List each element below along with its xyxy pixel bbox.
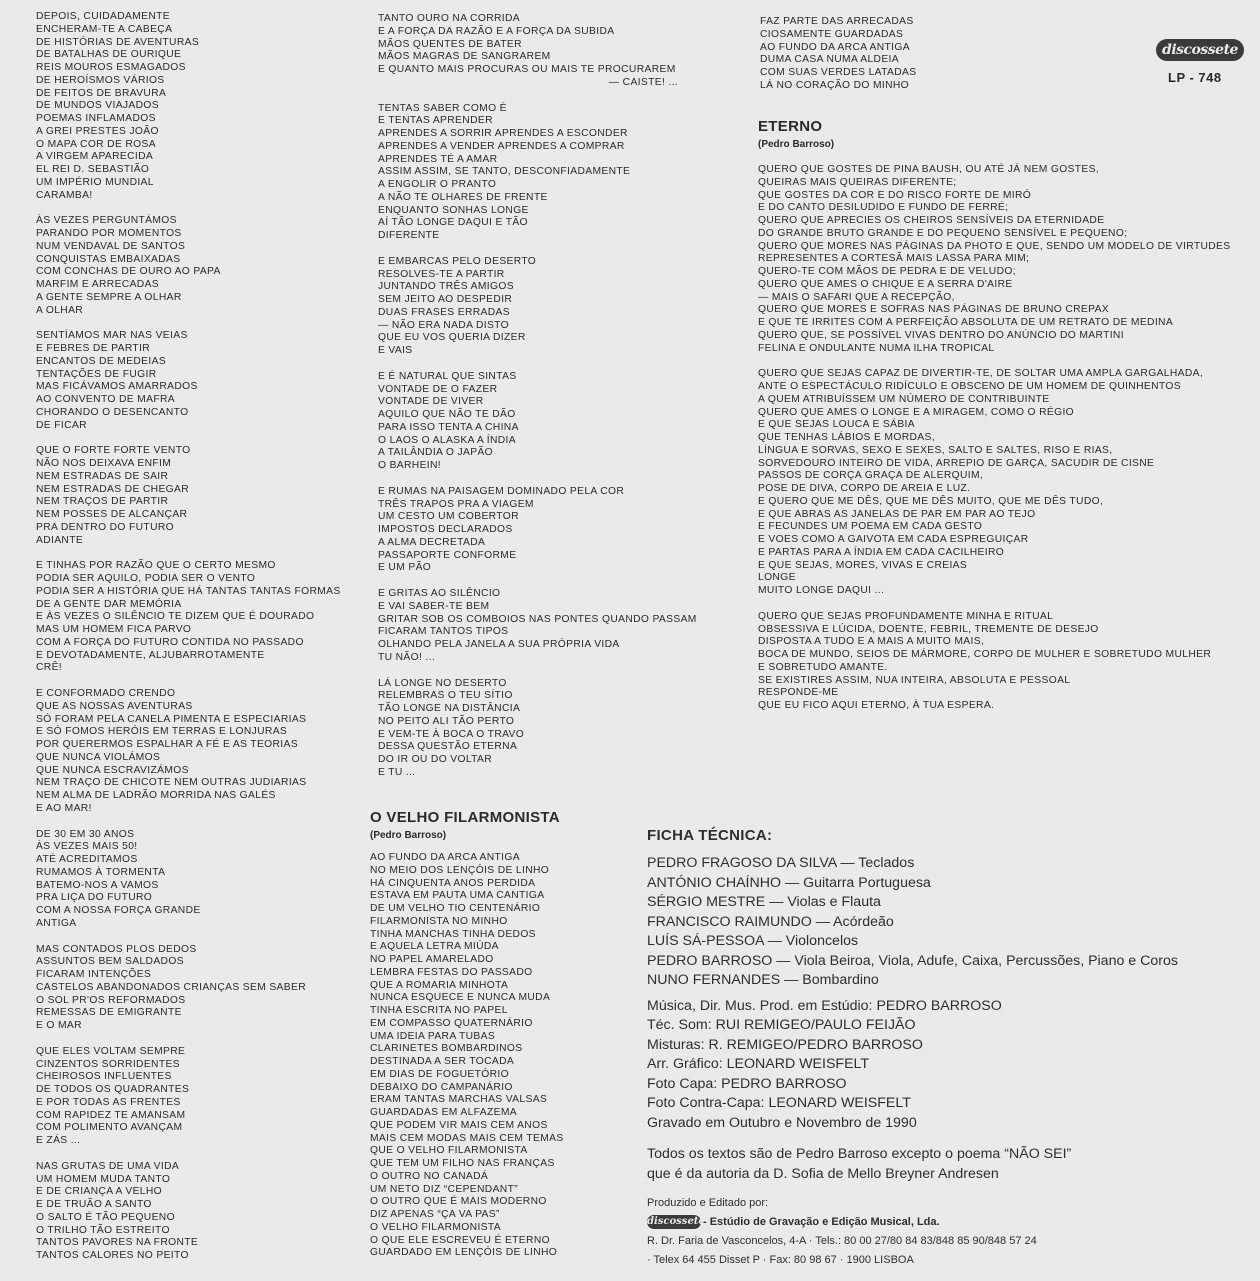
musician-row bbox=[647, 854, 1178, 874]
lyric-line: QUE EU FICO AQUI ETERNO, À TUA ESPERA. bbox=[758, 700, 995, 711]
lyric-line: E VAI SABER-TE BEM bbox=[378, 600, 490, 612]
lyric-line: AO FUNDO DA ARCA ANTIGA bbox=[370, 852, 520, 863]
lyric-line: GRITAR SOB OS COMBOIOS NAS PONTES QUANDO PASSAM bbox=[378, 613, 697, 625]
lyric-line: REIS MOUROS ESMAGADOS bbox=[36, 62, 186, 73]
lyric-line: DE FEITOS DE BRAVURA bbox=[36, 87, 167, 99]
lyric-line: FICARAM TANTOS TIPOS bbox=[378, 626, 509, 638]
lyric-line: NÃO NOS DEIXAVA ENFIM bbox=[36, 458, 172, 469]
lyric-line: SÓ FORAM PELA CANELA PIMENTA E ESPECIARIAS bbox=[36, 713, 307, 725]
lyric-line: DE A GENTE DAR MEMÓRIA bbox=[36, 598, 182, 610]
lyric-line: E TU ... bbox=[378, 766, 416, 778]
lyric-line: ESTAVA EM PAUTA UMA CANTIGA bbox=[370, 890, 545, 902]
lyric-line: QUERO QUE SEJAS CAPAZ DE DIVERTIR-TE, DE SOLTAR UMA AMPLA GARGALHADA, bbox=[758, 368, 1204, 380]
song-author-velho: (Pedro Barroso) bbox=[370, 830, 447, 841]
lyric-line: NO PAPEL AMARELADO bbox=[370, 954, 494, 965]
credit-line: Arr. Gráfico: LEONARD WEISFELT bbox=[647, 1056, 870, 1072]
lyric-line: E QUE TE IRRITES COM A PERFEIÇÃO ABSOLUTA DE UM RETRATO DE MEDINA bbox=[758, 317, 1174, 328]
credit-line: Foto Contra-Capa: LEONARD WEISFELT bbox=[647, 1095, 911, 1111]
lyric-line: E TINHAS POR RAZÃO QUE O CERTO MESMO bbox=[36, 560, 276, 572]
lyric-line: O LAOS O ALASKA A ÍNDIA bbox=[378, 434, 516, 446]
lyric-line: O OUTRO QUE É MAIS MODERNO bbox=[370, 1196, 547, 1208]
lyric-line: MÃOS MAGRAS DE SANGRAREM bbox=[378, 51, 551, 63]
discossete-logo: discossete bbox=[1156, 39, 1244, 61]
lyric-line: QUE TEM UM FILHO NAS FRANÇAS bbox=[370, 1158, 555, 1169]
lyric-line: DUAS FRASES ERRADAS bbox=[378, 306, 510, 318]
lyric-line: E UM PÃO bbox=[378, 562, 432, 574]
lyric-line: O MAPA COR DE ROSA bbox=[36, 138, 156, 150]
studio-line bbox=[647, 1213, 1178, 1232]
lyric-line: TINHA ESCRITA NO PAPEL bbox=[370, 1005, 508, 1016]
musician-row bbox=[647, 893, 1178, 913]
lyric-line: OLHANDO PELA JANELA A SUA PRÓPRIA VIDA bbox=[378, 639, 620, 650]
lyric-line: A GENTE SEMPRE A OLHAR bbox=[36, 291, 182, 303]
lyric-line: QUE EU VOS QUERIA DIZER bbox=[378, 332, 526, 344]
lyric-line: O QUE ELE ESCREVEU É ETERNO bbox=[370, 1234, 550, 1246]
lyric-line: EM DIAS DE FOGUETÓRIO bbox=[370, 1068, 509, 1080]
lyric-line: CONQUISTAS EMBAIXADAS bbox=[36, 253, 181, 265]
lyric-line: PARANDO POR MOMENTOS bbox=[36, 228, 182, 239]
lyric-line: POR QUERERMOS ESPALHAR A FÉ E AS TEORIAS bbox=[36, 739, 298, 750]
lyric-line: TENTAS SABER COMO É bbox=[378, 102, 507, 114]
musician-row bbox=[647, 932, 1178, 952]
musician-name: NUNO FERNANDES bbox=[647, 972, 781, 988]
lyric-line: E POR TODAS AS FRENTES bbox=[36, 1096, 181, 1108]
lyric-line: DIFERENTE bbox=[378, 230, 440, 241]
lyric-line: GUARDADAS EM ALFAZEMA bbox=[370, 1107, 517, 1118]
authorship-note bbox=[647, 1145, 1178, 1184]
lyric-line: NEM POSSES DE ALCANÇAR bbox=[36, 509, 188, 520]
lyric-line: ADIANTE bbox=[36, 534, 84, 546]
production-info bbox=[647, 1194, 1178, 1270]
lyric-line: O SALTO É TÃO PEQUENO bbox=[36, 1211, 175, 1223]
lyric-line: RUMAMOS À TORMENTA bbox=[36, 866, 166, 878]
lyric-line: A ENGOLIR O PRANTO bbox=[378, 179, 497, 190]
lyric-line: O TRILHO TÃO ESTREITO bbox=[36, 1224, 170, 1236]
song-title-eterno: ETERNO bbox=[758, 118, 823, 135]
stanza bbox=[758, 611, 1230, 713]
stanza bbox=[758, 368, 1230, 598]
lyric-line: UM NETO DIZ “CEPENDANT” bbox=[370, 1183, 519, 1195]
lyric-line: ENQUANTO SONHAS LONGE bbox=[378, 204, 529, 216]
lyric-line: QUE NUNCA VIOLÁMOS bbox=[36, 751, 161, 763]
lyric-line: FILARMONISTA NO MINHO bbox=[370, 915, 508, 927]
lyric-line: NUM VENDAVAL DE SANTOS bbox=[36, 240, 186, 252]
lyric-line: NEM TRAÇO DE CHICOTE NEM OUTRAS JUDIARIAS bbox=[36, 777, 307, 789]
lyric-line: E DE TRUÃO A SANTO bbox=[36, 1199, 152, 1210]
stanza bbox=[36, 560, 341, 675]
stanza bbox=[36, 688, 341, 816]
lyric-line: DUMA CASA NUMA ALDEIA bbox=[760, 54, 899, 66]
lyric-line: MÃOS QUENTES DE BATER bbox=[378, 38, 522, 50]
note-line: que é da autoria da D. Sofia de Mello Breyner Andresen bbox=[647, 1165, 999, 1182]
stanza bbox=[36, 215, 341, 317]
lyric-line: POEMAS INFLAMADOS bbox=[36, 113, 156, 124]
lyric-line: PRA DENTRO DO FUTURO bbox=[36, 521, 175, 533]
lyric-line: ENCANTOS DE MEDEIAS bbox=[36, 355, 167, 367]
lyric-line: PRA LIÇA DO FUTURO bbox=[36, 892, 153, 904]
lyric-line: ÀS VEZES MAIS 50! bbox=[36, 841, 138, 853]
discossete-small-logo: discossete bbox=[647, 1216, 705, 1228]
lyric-line: DEBAIXO DO CAMPANÁRIO bbox=[370, 1081, 513, 1093]
lyric-line: A VIRGEM APARECIDA bbox=[36, 151, 154, 163]
lyric-line: E RUMAS NA PAISAGEM DOMINADO PELA COR bbox=[378, 485, 625, 497]
lyric-line: O SOL PR'OS REFORMADOS bbox=[36, 994, 186, 1006]
lyric-line: ERAM TANTAS MARCHAS VALSAS bbox=[370, 1094, 548, 1106]
lyric-line: PODIA SER A HISTÓRIA QUE HÁ TANTAS TANTAS FORMAS bbox=[36, 585, 341, 597]
lyric-line: RESOLVES-TE A PARTIR bbox=[378, 268, 505, 280]
lyric-line: A OLHAR bbox=[36, 304, 84, 316]
lyric-line: AO FUNDO DA ARCA ANTIGA bbox=[760, 41, 910, 53]
lyric-line: UMA IDEIA PARA TUBAS bbox=[370, 1030, 496, 1042]
lyric-line: RELEMBRAS O TEU SÍTIO bbox=[378, 690, 513, 702]
produced-by: Produzido e Editado por: bbox=[647, 1197, 769, 1209]
lyric-line: QUEIRAS MAIS QUEIRAS DIFERENTE; bbox=[758, 176, 957, 188]
lyric-line: SORVEDOURO INTEIRO DE VIDA, ARREPIO DE GARÇA, SACUDIR DE CISNE bbox=[758, 457, 1155, 469]
lyric-line: E A FORÇA DA RAZÃO E A FORÇA DA SUBIDA bbox=[378, 25, 615, 37]
lyric-line: PASSAPORTE CONFORME bbox=[378, 549, 517, 561]
lyric-line: NEM ESTRADAS DE SAIR bbox=[36, 470, 169, 482]
credit-line: Música, Dir. Mus. Prod. em Estúdio: PEDRO BARROSO bbox=[647, 997, 1002, 1014]
lyric-line: DE HISTÓRIAS DE AVENTURAS bbox=[36, 36, 200, 48]
musician-role: — Violas e Flauta bbox=[765, 894, 881, 910]
credit-line: Gravado em Outubro e Novembro de 1990 bbox=[647, 1114, 917, 1131]
lyric-line: UM CESTO UM COBERTOR bbox=[378, 511, 519, 523]
lyric-line: COM CONCHAS DE OURO AO PAPA bbox=[36, 266, 221, 278]
stanza bbox=[378, 256, 678, 358]
lyric-line: CHEIROSOS INFLUENTES bbox=[36, 1071, 172, 1083]
lyric-line: MAS CONTADOS PLOS DEDOS bbox=[36, 943, 197, 955]
lyric-line: E AO MAR! bbox=[36, 802, 92, 814]
lyric-line: QUERO QUE GOSTES DE PINA BAUSH, OU ATÉ JÁ NEM GOSTES, bbox=[758, 164, 1100, 175]
lyric-line: — NÃO ERA NADA DISTO bbox=[378, 319, 509, 331]
lyric-line: MARFIM E ARRECADAS bbox=[36, 279, 160, 290]
lyric-line: OBSESSIVA E LÚCIDA, DOENTE, FEBRIL, TREMENTE DE DESEJO bbox=[758, 623, 1099, 635]
lyric-line: LONGE bbox=[758, 572, 796, 584]
lyric-line: LÁ LONGE NO DESERTO bbox=[378, 677, 507, 689]
song-author-eterno: (Pedro Barroso) bbox=[758, 139, 835, 150]
credit-line: Foto Capa: PEDRO BARROSO bbox=[647, 1075, 847, 1092]
lyric-line: — CAISTE! ... bbox=[608, 76, 678, 88]
lyric-line: QUERO QUE SEJAS PROFUNDAMENTE MINHA E RITUAL bbox=[758, 610, 1054, 622]
lyric-line: ANTE O ESPECTÁCULO RIDÍCULO E OBSCENO DE UM HOMEM DE QUINHENTOS bbox=[758, 381, 1181, 392]
lyrics-column-3-top bbox=[760, 16, 916, 93]
musician-row bbox=[647, 913, 1178, 933]
stanza bbox=[36, 944, 341, 1033]
lyric-line: REMESSAS DE EMIGRANTE bbox=[36, 1007, 182, 1019]
lyric-line: E DEVOTADAMENTE, ALJUBARROTAMENTE bbox=[36, 649, 265, 661]
lyric-line: AÍ TÃO LONGE DAQUI E TÃO bbox=[378, 217, 528, 229]
lyric-line: COM SUAS VERDES LATADAS bbox=[760, 67, 917, 78]
lyric-line: CINZENTOS SORRIDENTES bbox=[36, 1058, 180, 1070]
lyric-line: COM RAPIDEZ TE AMANSAM bbox=[36, 1109, 186, 1121]
lyric-line: EM COMPASSO QUATERNÁRIO bbox=[370, 1017, 533, 1029]
lyric-line: PASSOS DE CORÇA GRAÇA DE ALERQUIM, bbox=[758, 470, 984, 482]
stanza bbox=[378, 588, 697, 665]
lyric-line: DE MUNDOS VIAJADOS bbox=[36, 100, 160, 112]
velho-filarmonista-section bbox=[370, 809, 564, 1260]
lyric-line: ENCHERAM-TE A CABEÇA bbox=[36, 23, 173, 35]
lyric-line: QUERO QUE, SE POSSÍVEL VIVAS DENTRO DO ANÚNCIO DO MARTINI bbox=[758, 329, 1124, 341]
lyric-line: E TENTAS APRENDER bbox=[378, 115, 493, 127]
musician-name: LUÍS SÁ-PESSOA bbox=[647, 933, 764, 949]
musician-row bbox=[647, 971, 1178, 991]
musician-name: SÉRGIO MESTRE bbox=[647, 894, 766, 910]
lyric-line: CRÊ! bbox=[36, 662, 63, 674]
lyric-line: DE TODOS OS QUADRANTES bbox=[36, 1084, 190, 1095]
lyric-line: DIZ APENAS “ÇA VA PAS” bbox=[370, 1209, 500, 1220]
lyric-line: CHORANDO O DESENCANTO bbox=[36, 406, 189, 418]
lyric-line: E CONFORMADO CRENDO bbox=[36, 688, 176, 699]
eterno-lyrics bbox=[758, 164, 1230, 713]
lyrics-column-2 bbox=[378, 13, 697, 793]
lyric-line: LÁ NO CORAÇÃO DO MINHO bbox=[760, 79, 910, 91]
lyric-line: E SÓ FOMOS HERÓIS EM TERRAS E LONJURAS bbox=[36, 726, 288, 738]
lyric-line: NO MEIO DOS LENÇÓIS DE LINHO bbox=[370, 864, 550, 876]
lyric-line: E É NATURAL QUE SINTAS bbox=[378, 370, 517, 382]
lyric-line: TRÊS TRAPOS PRA A VIAGEM bbox=[378, 498, 534, 510]
lyric-line: TANTOS PAVORES NA FRONTE bbox=[36, 1237, 199, 1249]
lyric-line: PARA ISSO TENTA A CHINA bbox=[378, 421, 519, 433]
ficha-tecnica bbox=[647, 827, 1178, 1270]
stanza bbox=[378, 13, 678, 90]
lyric-line: SENTÍAMOS MAR NAS VEIAS bbox=[36, 330, 188, 342]
lyric-line: TU NÃO! ... bbox=[378, 651, 436, 663]
lyric-line: QUE TENHAS LÁBIOS E MORDAS, bbox=[758, 432, 935, 443]
lyric-line: A TAILÂNDIA O JAPÃO bbox=[378, 447, 493, 459]
lyric-line: DE FICAR bbox=[36, 419, 87, 431]
lyric-line: O OUTRO NO CANADÁ bbox=[370, 1170, 489, 1182]
lyric-line: PODIA SER AQUILO, PODIA SER O VENTO bbox=[36, 573, 256, 584]
lyric-line: E O MAR bbox=[36, 1020, 82, 1031]
lyric-line: NUNCA ESQUECE E NUNCA MUDA bbox=[370, 992, 551, 1004]
lyric-line: E VAIS bbox=[378, 345, 413, 356]
lyrics-column-1 bbox=[36, 11, 341, 1276]
lyric-line: DO IR OU DO VOLTAR bbox=[378, 754, 493, 765]
lyric-line: COM POLIMENTO AVANÇAM bbox=[36, 1122, 183, 1134]
stanza bbox=[36, 445, 341, 547]
lyric-line: QUERO QUE AMES O LONGE E A MIRAGEM, COMO O RÉGIO bbox=[758, 406, 1075, 418]
lyric-line: SE EXISTIRES ASSIM, NUA INTEIRA, ABSOLUTA E PESSOAL bbox=[758, 674, 1071, 686]
lyric-line: UM HOMEM MUDA TANTO bbox=[36, 1173, 171, 1185]
lyric-line: FELINA E ONDULANTE NUMA ILHA TROPICAL bbox=[758, 342, 995, 354]
lyric-line: POSE DE DIVA, CORPO DE AREIA E LUZ. bbox=[758, 483, 971, 494]
studio-name: - Estúdio de Gravação e Edição Musical, Lda. bbox=[703, 1216, 940, 1228]
lyric-line: E VEM-TE À BOCA O TRAVO bbox=[378, 728, 525, 740]
velho-lyrics bbox=[370, 852, 564, 1260]
lyric-line: NO PEITO ALI TÃO PERTO bbox=[378, 715, 515, 727]
musicians-list bbox=[647, 854, 1178, 991]
lyric-line: QUE O VELHO FILARMONISTA bbox=[370, 1145, 528, 1157]
eterno-section bbox=[758, 118, 1230, 726]
lyric-line: DISPOSTA A TUDO E A MAIS A MUITO MAIS, bbox=[758, 636, 985, 648]
lyric-line: NEM ALMA DE LADRÃO MORRIDA NAS GALÉS bbox=[36, 790, 276, 801]
lyric-line: VONTADE DE VIVER bbox=[378, 396, 484, 408]
address: R. Dr. Faria de Vasconcelos, 4-A · Tels.: 80 00 27/80 84 83/848 85 90/848 57 24 bbox=[647, 1235, 1037, 1247]
lyric-line: DEPOIS, CUIDADAMENTE bbox=[36, 11, 171, 22]
lyric-line: CLARINETES BOMBARDINOS bbox=[370, 1043, 523, 1055]
lyric-line: E QUE SEJAS, MORES, VIVAS E CREIAS bbox=[758, 559, 968, 571]
lyric-line: SEM JEITO AO DESPEDIR bbox=[378, 294, 513, 305]
stanza bbox=[36, 330, 341, 432]
musician-name: PEDRO BARROSO bbox=[647, 952, 773, 969]
lyric-line: E QUE ABRAS AS JANELAS DE PAR EM PAR AO TEJO bbox=[758, 508, 1036, 520]
lyric-line: E AQUELA LETRA MIÚDA bbox=[370, 941, 499, 953]
lyric-line: QUERO QUE MORES NAS PÁGINAS DA PHOTO E QUE, SENDO UM MODELO DE VIRTUDES bbox=[758, 240, 1231, 252]
lyric-line: E FEBRES DE PARTIR bbox=[36, 343, 151, 354]
lyric-line: A NÃO TE OLHARES DE FRENTE bbox=[378, 191, 548, 203]
lyric-line: QUE PODEM VIR MAIS CEM ANOS bbox=[370, 1119, 548, 1131]
lyric-line: ASSIM ASSIM, SE TANTO, DESCONFIADAMENTE bbox=[378, 166, 631, 178]
credit-line: Misturas: R. REMIGEO/PEDRO BARROSO bbox=[647, 1036, 923, 1053]
lyric-line: QUERO QUE APRECIES OS CHEIROS SENSÍVEIS DA ETERNIDADE bbox=[758, 215, 1105, 226]
lyric-line: CIOSAMENTE GUARDADAS bbox=[760, 28, 904, 40]
ficha-title: FICHA TÉCNICA: bbox=[647, 827, 773, 844]
lyric-line: E ZÁS ... bbox=[36, 1135, 81, 1146]
lyric-line: MUITO LONGE DAQUI ... bbox=[758, 585, 885, 596]
musician-role: — Bombardino bbox=[780, 972, 879, 988]
lyric-line: E DO CANTO DESILUDIDO E FUNDO DE FERRÉ; bbox=[758, 202, 1009, 214]
lyric-line: NEM TRAÇOS DE PARTIR bbox=[36, 496, 169, 508]
lyric-line: FAZ PARTE DAS ARRECADAS bbox=[760, 16, 914, 27]
lyric-line: TENTAÇÕES DE FUGIR bbox=[36, 368, 157, 380]
lyric-line: DE 30 EM 30 ANOS bbox=[36, 828, 135, 840]
lyric-line: BATEMO-NOS A VAMOS bbox=[36, 879, 159, 891]
lyric-line: E GRITAS AO SILÊNCIO bbox=[378, 588, 501, 599]
catalog-number: LP - 748 bbox=[1168, 70, 1222, 85]
lyric-line: VONTADE DE O FAZER bbox=[378, 383, 498, 395]
lyric-line: QUERO-TE COM MÃOS DE PEDRA E DE VELUDO; bbox=[758, 266, 1016, 277]
lyric-line: IMPOSTOS DECLARADOS bbox=[378, 524, 513, 535]
lyric-line: A GREI PRESTES JOÃO bbox=[36, 125, 159, 137]
lyric-line: ANTIGA bbox=[36, 917, 77, 929]
lyric-line: NEM ESTRADAS DE CHEGAR bbox=[36, 483, 190, 495]
lyric-line: APRENDES TÉ A AMAR bbox=[378, 153, 498, 165]
lyric-line: QUERO QUE MORES E SOFRAS NAS PÁGINAS DE BRUNO CREPAX bbox=[758, 304, 1110, 316]
lyric-line: COM A NOSSA FORÇA GRANDE bbox=[36, 905, 201, 916]
lyric-line: MAIS CEM MODAS MAIS CEM TEMAS bbox=[370, 1132, 564, 1144]
lyric-line: A QUEM ATRIBUÍSSEM UM NÚMERO DE CONTRIBUINTE bbox=[758, 393, 1050, 405]
telex-fax: · Telex 64 455 Disset P · Fax: 80 98 67 · 1900 LISBOA bbox=[647, 1254, 914, 1266]
stanza bbox=[378, 103, 678, 243]
lyric-line: E QUANTO MAIS PROCURAS OU MAIS TE PROCURAREM bbox=[378, 64, 676, 75]
lyric-line: COM A FORÇA DO FUTURO CONTIDA NO PASSADO bbox=[36, 636, 304, 648]
lyric-line: QUERO QUE AMES O CHIQUE E A SERRA D'AIRE bbox=[758, 278, 1013, 290]
lyric-line: NAS GRUTAS DE UMA VIDA bbox=[36, 1160, 180, 1172]
lyric-line: MAS FICÁVAMOS AMARRADOS bbox=[36, 381, 198, 393]
note-line: Todos os textos são de Pedro Barroso excepto o poema “NÃO SEI” bbox=[647, 1146, 1072, 1162]
lyric-line: UM IMPÉRIO MUNDIAL bbox=[36, 176, 154, 188]
lyric-line: E DE CRIANÇA A VELHO bbox=[36, 1186, 163, 1198]
lyric-line: O VELHO FILARMONISTA bbox=[370, 1221, 501, 1233]
lyric-line: LEMBRA FESTAS DO PASSADO bbox=[370, 966, 533, 978]
lyric-line: CASTELOS ABANDONADOS CRIANÇAS SEM SABER bbox=[36, 981, 306, 993]
stanza bbox=[36, 1046, 341, 1148]
lyric-line: E QUERO QUE ME DÊS, QUE ME DÊS MUITO, QUE ME DÊS TUDO, bbox=[758, 495, 1104, 507]
lyric-line: E VOES COMO A GAIVOTA EM CADA ESPREGUIÇAR bbox=[758, 534, 1029, 545]
lyric-line: JUNTANDO TRÊS AMIGOS bbox=[378, 281, 514, 293]
lyric-line: E ÀS VEZES O SILÊNCIO TE DIZEM QUE É DOURADO bbox=[36, 611, 315, 623]
lyric-line: DE HEROÍSMOS VÁRIOS bbox=[36, 74, 165, 86]
stanza bbox=[378, 486, 678, 575]
lyric-line: O BARHEIN! bbox=[378, 460, 442, 471]
lyric-line: E EMBARCAS PELO DESERTO bbox=[378, 255, 537, 267]
stanza bbox=[36, 11, 341, 202]
lyric-line: QUE GOSTES DA COR E DO RISCO FORTE DE MIRÓ bbox=[758, 189, 1032, 201]
lyric-line: A ALMA DECRETADA bbox=[378, 536, 486, 548]
stanza bbox=[378, 678, 678, 780]
lyric-line: E QUE SEJAS LOUCA E SÁBIA bbox=[758, 419, 915, 431]
lyric-line: DESTINADA A SER TOCADA bbox=[370, 1056, 515, 1067]
lyric-line: QUE A ROMARIA MINHOTA bbox=[370, 979, 509, 991]
lyric-line: EL REI D. SEBASTIÃO bbox=[36, 164, 150, 175]
lyric-line: HÁ CINQUENTA ANOS PERDIDA bbox=[370, 877, 536, 889]
musician-name: ANTÓNIO CHAÍNHO bbox=[647, 874, 781, 891]
musician-row bbox=[647, 874, 1178, 894]
stanza bbox=[378, 371, 678, 473]
lyric-line: E PARTAS PARA A ÍNDIA EM CADA CACILHEIRO bbox=[758, 546, 1005, 558]
lyric-line: E FECUNDES UM POEMA EM CADA GESTO bbox=[758, 521, 983, 533]
lyric-line: ASSUNTOS BEM SALDADOS bbox=[36, 956, 184, 968]
stanza bbox=[36, 1161, 341, 1263]
musician-row bbox=[647, 952, 1178, 972]
musician-role: — Acórdeão bbox=[811, 913, 894, 930]
lyric-line: ÀS VEZES PERGUNTÁMOS bbox=[36, 215, 177, 227]
lyric-line: — MAIS O SAFARI QUE A RECEPÇÃO, bbox=[758, 291, 955, 303]
lyric-line: BOCA DE MUNDO, SEIOS DE MÁRMORE, CORPO DE MULHER E SOBRETUDO MULHER bbox=[758, 649, 1212, 660]
lyric-line: QUE O FORTE FORTE VENTO bbox=[36, 445, 191, 457]
lyric-line: QUE AS NOSSAS AVENTURAS bbox=[36, 700, 193, 712]
lyric-line: MAS UM HOMEM FICA PARVO bbox=[36, 624, 192, 635]
musician-name: FRANCISCO RAIMUNDO bbox=[647, 913, 812, 930]
lyric-line: TANTOS CALORES NO PEITO bbox=[36, 1250, 189, 1261]
musician-name: PEDRO FRAGOSO DA SILVA bbox=[647, 855, 837, 871]
lyric-line: RESPONDE-ME bbox=[758, 687, 839, 699]
lyric-line: DE UM VELHO TIO CENTENÁRIO bbox=[370, 903, 541, 914]
stanza bbox=[758, 164, 1230, 355]
lyric-line: CARAMBA! bbox=[36, 189, 93, 201]
lyric-line: GUARDADO EM LENÇÓIS DE LINHO bbox=[370, 1247, 558, 1259]
lyric-line: LÍNGUA E SORVAS, SEXO E SEXES, SALTO E SALTES, RISO E RIAS, bbox=[758, 444, 1113, 456]
lyric-line: ATÉ ACREDITAMOS bbox=[36, 854, 138, 865]
lyric-line: APRENDES A VENDER APRENDES A COMPRAR bbox=[378, 140, 625, 152]
lyric-line: DO GRANDE BRUTO GRANDE E DO PEQUENO SENSÍVEL E PEQUENO; bbox=[758, 227, 1128, 239]
stanza bbox=[36, 829, 341, 931]
lyric-line: DESSA QUESTÃO ETERNA bbox=[378, 741, 518, 753]
musician-role: — Viola Beiroa, Viola, Adufe, Caixa, Percussões, Piano e Coros bbox=[772, 952, 1178, 969]
musician-role: — Guitarra Portuguesa bbox=[781, 874, 931, 891]
lyric-line: AO CONVENTO DE MAFRA bbox=[36, 394, 175, 405]
credits-list bbox=[647, 997, 1178, 1134]
song-title-velho: O VELHO FILARMONISTA bbox=[370, 809, 560, 826]
lyric-line: QUE ELES VOLTAM SEMPRE bbox=[36, 1045, 186, 1057]
musician-role: — Violoncelos bbox=[763, 933, 859, 949]
credit-line: Téc. Som: RUI REMIGEO/PAULO FEIJÃO bbox=[647, 1017, 916, 1033]
lyric-line: APRENDES A SORRIR APRENDES A ESCONDER bbox=[378, 128, 628, 139]
lyric-line: DE BATALHAS DE OURIQUE bbox=[36, 49, 182, 61]
musician-role: — Teclados bbox=[836, 855, 915, 871]
lyric-line: TINHA MANCHAS TINHA DEDOS bbox=[370, 928, 536, 940]
lyric-line: E SOBRETUDO AMANTE. bbox=[758, 661, 888, 673]
lyric-line: REPRESENTES A CORTESÃ MAIS LASSA PARA MIM; bbox=[758, 253, 1030, 265]
lyric-line: QUE NUNCA ESCRAVIZÁMOS bbox=[36, 764, 189, 776]
lyric-line: TÃO LONGE NA DISTÂNCIA bbox=[378, 703, 521, 714]
lyric-line: AQUILO QUE NÃO TE DÃO bbox=[378, 409, 516, 420]
lyric-line: TANTO OURO NA CORRIDA bbox=[378, 13, 520, 24]
lyric-line: FICARAM INTENÇÕES bbox=[36, 969, 152, 980]
